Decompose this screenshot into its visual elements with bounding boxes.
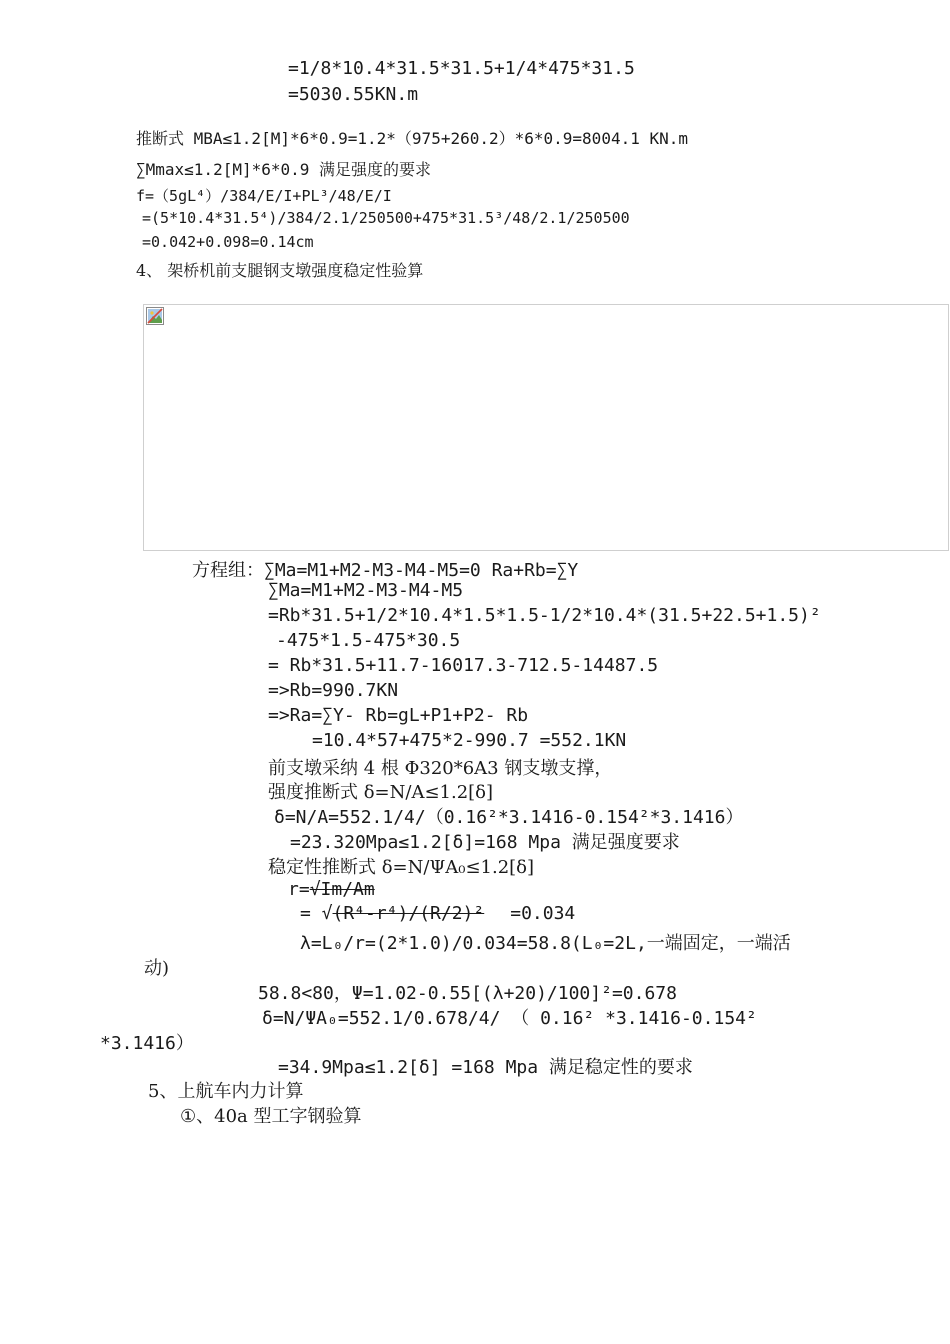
section-heading: 4、 架桥机前支腿钢支墩强度稳定性验算: [136, 261, 424, 280]
formula-line: δ=N/A=552.1/4/（0.16²*3.1416-0.154²*3.1416）: [274, 807, 744, 828]
formula-line: ∑Mmax≤1.2[M]*6*0.9 满足强度的要求: [136, 160, 432, 179]
text-line: 强度推断式 δ=N/A≤1.2[δ]: [268, 782, 494, 803]
formula-line: =10.4*57+475*2-990.7 =552.1KN: [312, 730, 627, 751]
formula-line: =1/8*10.4*31.5*31.5+1/4*475*31.5: [288, 58, 635, 79]
text-line: 稳定性推断式 δ=N/ΨA₀≤1.2[δ]: [268, 857, 535, 878]
struck-formula: (R⁴-r⁴)/(R/2)²: [332, 903, 485, 924]
formula-line: =(5*10.4*31.5⁴)/384/2.1/250500+475*31.5³/48/2.1/250500: [142, 209, 630, 227]
formula-line: [288, 879, 375, 900]
broken-image-icon: [146, 307, 164, 325]
section-heading: 5、上航车内力计算: [148, 1081, 304, 1102]
formula-line: -475*1.5-475*30.5: [276, 630, 461, 651]
text-line: 动): [144, 958, 170, 979]
formula-line: [300, 903, 575, 924]
formula-line: ∑Ma=M1+M2-M3-M4-M5: [268, 580, 464, 601]
formula-line: 推断式 MBA≤1.2[M]*6*0.9=1.2*（975+260.2）*6*0.9=8004.1 KN.m: [136, 129, 689, 148]
struck-formula: √Im/Am: [309, 879, 375, 900]
formula-line: =0.042+0.098=0.14cm: [142, 233, 314, 251]
formula-line: =Rb*31.5+1/2*10.4*1.5*1.5-1/2*10.4*(31.5+22.5+1.5)²: [268, 605, 821, 626]
formula-line: =34.9Mpa≤1.2[δ] =168 Mpa 满足稳定性的要求: [278, 1057, 693, 1078]
text-line: 前支墩采纳 4 根 Φ320*6A3 钢支墩支撑，: [268, 758, 613, 779]
formula-line: λ=L₀/r=(2*1.0)/0.034=58.8(L₀=2L,一端固定，一端活: [300, 933, 791, 954]
formula-line: = Rb*31.5+11.7-16017.3-712.5-14487.5: [268, 655, 659, 676]
formula-part: = √: [300, 903, 333, 924]
formula-line: δ=N/ΨA₀=552.1/0.678/4/ （ 0.16² *3.1416-0.154²: [262, 1008, 757, 1029]
subsection-heading: ①、40a 型工字钢验算: [180, 1106, 362, 1127]
formula-part: =0.034: [510, 903, 576, 924]
image-placeholder: [143, 304, 949, 551]
formula-line: *3.1416）: [100, 1033, 194, 1054]
formula-line: =>Rb=990.7KN: [268, 680, 399, 701]
formula-line: f=（5gL⁴）/384/E/I+PL³/48/E/I: [136, 187, 392, 205]
formula-line: 方程组：∑Ma=M1+M2-M3-M4-M5=0 Ra+Rb=∑Y: [192, 560, 579, 581]
formula-line: =5030.55KN.m: [288, 84, 419, 105]
formula-line: =23.320Mpa≤1.2[δ]=168 Mpa 满足强度要求: [290, 832, 680, 853]
formula-part: r=: [288, 879, 310, 900]
formula-line: =>Ra=∑Y- Rb=gL+P1+P2- Rb: [268, 705, 529, 726]
formula-line: 58.8<80，Ψ=1.02-0.55[(λ+20)/100]²=0.678: [258, 983, 677, 1004]
